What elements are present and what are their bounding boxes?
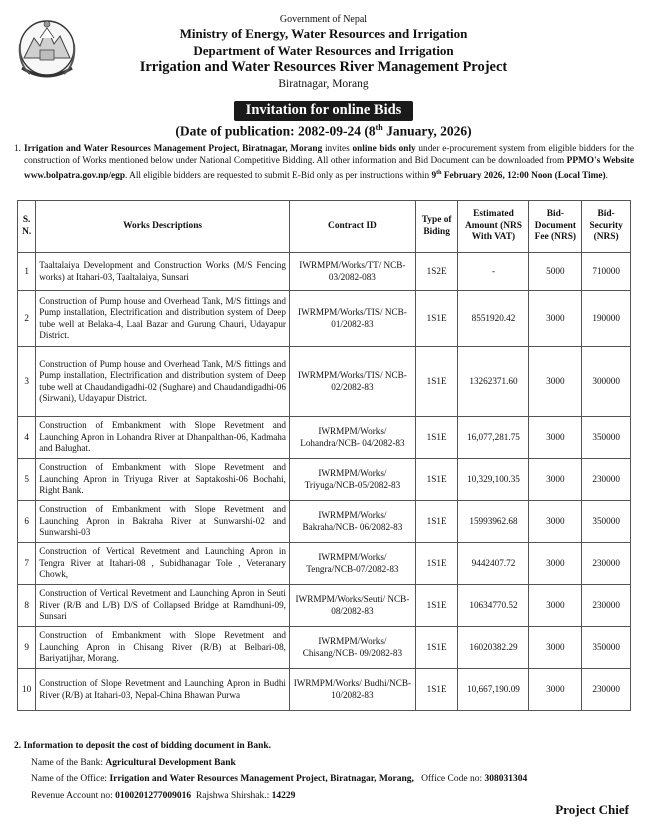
col-header-fee: Bid-Document Fee (NRS) bbox=[529, 201, 582, 253]
cell-sn: 7 bbox=[18, 543, 36, 585]
cell-sn: 8 bbox=[18, 585, 36, 627]
cell-amount: 16020382.29 bbox=[458, 627, 529, 669]
cell-amount: 9442407.72 bbox=[458, 543, 529, 585]
cell-amount: 8551920.42 bbox=[458, 291, 529, 347]
cell-works: Taaltalaiya Development and Construction Works (M/S Fencing works) at Itahari-03, Taaltalaiya, Sunsari bbox=[36, 253, 290, 291]
cell-sn: 9 bbox=[18, 627, 36, 669]
intro-number: 1. bbox=[14, 144, 21, 154]
cell-type: 1S1E bbox=[415, 543, 458, 585]
table-row bbox=[18, 627, 631, 669]
cell-works: Construction of Slope Revetment and Launching Apron in Budhi River (R/B) at Itahari-03, Nepal-China Bhawan Purwa bbox=[36, 669, 290, 711]
col-header-contract: Contract ID bbox=[289, 201, 415, 253]
cell-fee: 3000 bbox=[529, 627, 582, 669]
cell-type: 1S1E bbox=[415, 669, 458, 711]
cell-security: 350000 bbox=[582, 501, 631, 543]
cell-type: 1S2E bbox=[415, 253, 458, 291]
cell-amount: 15993962.68 bbox=[458, 501, 529, 543]
cell-security: 230000 bbox=[582, 459, 631, 501]
cell-type: 1S1E bbox=[415, 291, 458, 347]
cell-fee: 3000 bbox=[529, 669, 582, 711]
cell-fee: 3000 bbox=[529, 543, 582, 585]
col-header-works: Works Descriptions bbox=[36, 201, 290, 253]
cell-contract: IWRMPM/Works/ Tengra/NCB-07/2082-83 bbox=[289, 543, 415, 585]
cell-amount: - bbox=[458, 253, 529, 291]
ministry-line: Ministry of Energy, Water Resources and Irrigation bbox=[179, 26, 468, 41]
table-row bbox=[18, 543, 631, 585]
cell-sn: 6 bbox=[18, 501, 36, 543]
bank-info-section bbox=[14, 738, 634, 804]
bank-info-heading: 2. Information to deposit the cost of bidding document in Bank. bbox=[14, 741, 272, 751]
cell-works: Construction of Embankment with Slope Revetment and Launching Apron in Triyuga River at Saptakoshi-06 Bochahi, Right Bank. bbox=[36, 459, 290, 501]
cell-amount: 10,329,100.35 bbox=[458, 459, 529, 501]
cell-sn: 10 bbox=[18, 669, 36, 711]
cell-amount: 10634770.52 bbox=[458, 585, 529, 627]
cell-amount: 13262371.60 bbox=[458, 347, 529, 417]
col-header-type: Type of Biding bbox=[415, 201, 458, 253]
project-title: Irrigation and Water Resources River Management Project bbox=[139, 59, 508, 75]
cell-works: Construction of Pump house and Overhead Tank, M/S fittings and Pump installation, Electrification and distribution system of Deep tube well at Chaudandigadhi-02 (Sughare) and Chaudandigadhi-06 (Sirwani), Udayapur District. bbox=[36, 347, 290, 417]
cell-works: Construction of Vertical Revetment and Launching Apron in Seuti River (R/B and L/B) D/S of Collapsed Bridge at Ramdhuni-09, Sunsari bbox=[36, 585, 290, 627]
cell-contract: IWRMPM/Works/Seuti/ NCB-08/2082-83 bbox=[289, 585, 415, 627]
cell-contract: IWRMPM/Works/ Lohandra/NCB- 04/2082-83 bbox=[289, 417, 415, 459]
invitation-banner: Invitation for online Bids bbox=[234, 101, 414, 121]
cell-contract: IWRMPM/Works/TIS/ NCB-02/2082-83 bbox=[289, 347, 415, 417]
table-row bbox=[18, 291, 631, 347]
office-name-line: Name of the Office: Irrigation and Water Resources Management Project, Biratnagar, Morang, Office Code no: 308031304 bbox=[31, 774, 528, 784]
bids-table bbox=[17, 200, 631, 711]
cell-security: 190000 bbox=[582, 291, 631, 347]
cell-sn: 5 bbox=[18, 459, 36, 501]
cell-amount: 16,077,281.75 bbox=[458, 417, 529, 459]
col-header-sn: S. N. bbox=[18, 201, 36, 253]
cell-works: Construction of Pump house and Overhead Tank, M/S fittings and Pump installation, Electrification and distribution system of Deep tube well at Belaka-4, Laal Bazar and Gurung Chauri, Udayapur District. bbox=[36, 291, 290, 347]
table-row bbox=[18, 347, 631, 417]
cell-security: 230000 bbox=[582, 585, 631, 627]
cell-security: 350000 bbox=[582, 417, 631, 459]
cell-security: 230000 bbox=[582, 543, 631, 585]
cell-works: Construction of Embankment with Slope Revetment and Launching Apron in Bakraha River at Sunwarshi-02 and Sunwarshi-03 bbox=[36, 501, 290, 543]
cell-works: Construction of Vertical Revetment and Launching Apron in Tengra River at Itahari-08 , Subidhanagar Tole , Veteranary Chowk, bbox=[36, 543, 290, 585]
col-header-security: Bid-Security (NRS) bbox=[582, 201, 631, 253]
cell-fee: 3000 bbox=[529, 501, 582, 543]
cell-contract: IWRMPM/Works/ Chisang/NCB- 09/2082-83 bbox=[289, 627, 415, 669]
cell-security: 350000 bbox=[582, 627, 631, 669]
table-row bbox=[18, 669, 631, 711]
cell-contract: IWRMPM/Works/TT/ NCB-03/2082-083 bbox=[289, 253, 415, 291]
table-row bbox=[18, 253, 631, 291]
cell-sn: 2 bbox=[18, 291, 36, 347]
cell-type: 1S1E bbox=[415, 585, 458, 627]
department-line: Department of Water Resources and Irrigation bbox=[193, 43, 454, 58]
cell-fee: 5000 bbox=[529, 253, 582, 291]
cell-type: 1S1E bbox=[415, 627, 458, 669]
cell-type: 1S1E bbox=[415, 417, 458, 459]
cell-fee: 3000 bbox=[529, 417, 582, 459]
cell-works: Construction of Embankment with Slope Revetment and Launching Apron in Lohandra River at Dhanpalthan-06, Kadmaha and Balughat. bbox=[36, 417, 290, 459]
cell-contract: IWRMPM/Works/ Budhi/NCB-10/2082-83 bbox=[289, 669, 415, 711]
cell-security: 230000 bbox=[582, 669, 631, 711]
table-row bbox=[18, 585, 631, 627]
account-line: Revenue Account no: 0100201277009016 Rajshwa Shirshak.: 14229 bbox=[31, 790, 296, 801]
cell-type: 1S1E bbox=[415, 347, 458, 417]
table-header-row bbox=[18, 201, 631, 253]
cell-type: 1S1E bbox=[415, 501, 458, 543]
location-line: Biratnagar, Morang bbox=[278, 78, 369, 90]
banner-wrap bbox=[0, 101, 647, 121]
cell-contract: IWRMPM/Works/ Bakraha/NCB- 06/2082-83 bbox=[289, 501, 415, 543]
table-row bbox=[18, 459, 631, 501]
cell-type: 1S1E bbox=[415, 459, 458, 501]
cell-contract: IWRMPM/Works/ Triyuga/NCB-05/2082-83 bbox=[289, 459, 415, 501]
cell-fee: 3000 bbox=[529, 347, 582, 417]
intro-paragraph: 1. Irrigation and Water Resources Management Project, Biratnagar, Morang invites online bids only under e-procurement system from eligible bidders for the construction of Works mentioned below under National Competitive Bidding. All other information and Bid Document can be downloaded from PPMO's Website www.bolpatra.gov.np/egp. All eligible bidders are requested to submit E-Bid only as per instructions within 9th February 2026, 12:00 Noon (Local Time). bbox=[14, 144, 634, 182]
cell-sn: 3 bbox=[18, 347, 36, 417]
cell-security: 300000 bbox=[582, 347, 631, 417]
table-row bbox=[18, 417, 631, 459]
cell-sn: 1 bbox=[18, 253, 36, 291]
bank-name-line: Name of the Bank: Agricultural Development Bank bbox=[31, 757, 236, 768]
cell-sn: 4 bbox=[18, 417, 36, 459]
cell-security: 710000 bbox=[582, 253, 631, 291]
signoff: Project Chief bbox=[555, 802, 629, 817]
cell-works: Construction of Embankment with Slope Revetment and Launching Apron in Chisang River (R/B) at Belbari-08, Bariyatijhar, Morang. bbox=[36, 627, 290, 669]
cell-fee: 3000 bbox=[529, 291, 582, 347]
cell-contract: IWRMPM/Works/TIS/ NCB-01/2082-83 bbox=[289, 291, 415, 347]
cell-fee: 3000 bbox=[529, 459, 582, 501]
table-row bbox=[18, 501, 631, 543]
cell-fee: 3000 bbox=[529, 585, 582, 627]
publication-date: (Date of publication: 2082-09-24 (8th January, 2026) bbox=[175, 123, 472, 139]
col-header-amount: Estimated Amount (NRS With VAT) bbox=[458, 201, 529, 253]
cell-amount: 10,667,190.09 bbox=[458, 669, 529, 711]
government-line: Government of Nepal bbox=[279, 14, 368, 25]
